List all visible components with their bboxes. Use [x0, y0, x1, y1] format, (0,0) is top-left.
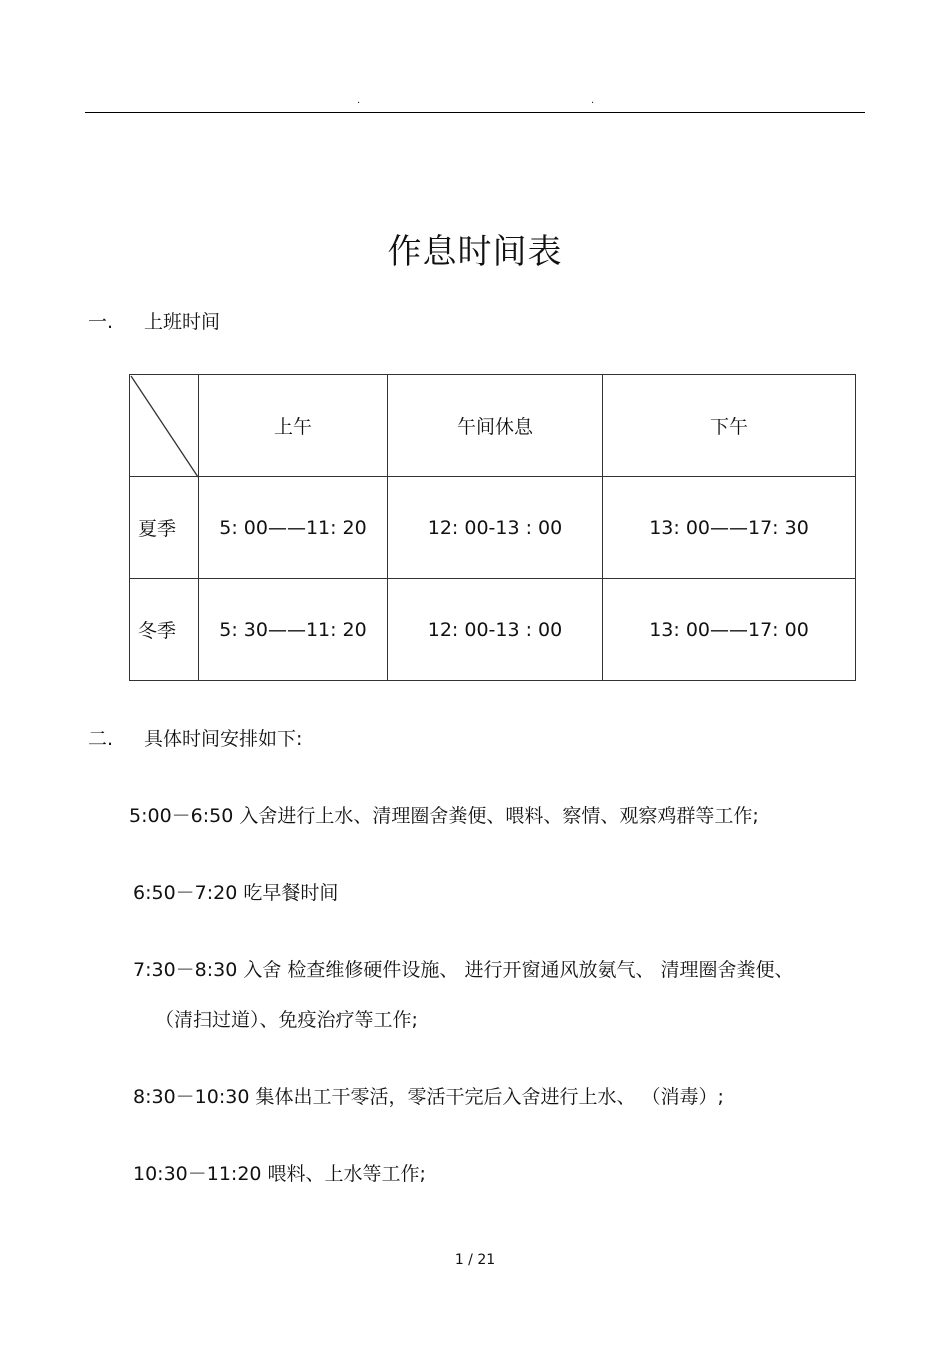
section-1-title: 上班时间 — [144, 311, 221, 333]
table-cell: 12: 00-13 : 00 — [388, 579, 603, 681]
page-number: 1 / 21 — [454, 1252, 496, 1268]
diagonal-corner-cell — [130, 375, 199, 477]
schedule-line-continuation: （清扫过道）、免疫治疗等工作; — [155, 1009, 418, 1031]
table-cell: 13: 00——17: 00 — [603, 579, 856, 681]
table-cell: 5: 00——11: 20 — [199, 477, 388, 579]
table-cell: 13: 00——17: 30 — [603, 477, 856, 579]
table-cell: 12: 00-13 : 00 — [388, 477, 603, 579]
section-2-number: 二. — [88, 728, 114, 750]
table-row — [130, 477, 856, 579]
header-afternoon: 下午 — [603, 375, 856, 477]
page-title: 作息时间表 — [387, 232, 563, 272]
schedule-line: 8:30－10:30 集体出工干零活，零活干完后入舍进行上水、 （消毒）; — [133, 1086, 724, 1108]
season-label: 夏季 — [130, 477, 199, 579]
table-row — [130, 579, 856, 681]
work-hours-table — [129, 374, 856, 681]
schedule-line: 7:30－8:30 入舍 检查维修硬件设施、 进行开窗通风放氨气、 清理圈舍粪便、 — [133, 959, 794, 981]
header-noon-break: 午间休息 — [388, 375, 603, 477]
table-cell: 5: 30——11: 20 — [199, 579, 388, 681]
header-dot-left: . — [357, 95, 361, 106]
diagonal-line — [130, 375, 199, 478]
schedule-line: 5:00－6:50 入舍进行上水、清理圈舍粪便、喂料、察情、观察鸡群等工作; — [129, 805, 759, 827]
header-morning: 上午 — [199, 375, 388, 477]
section-1-number: 一. — [88, 311, 114, 333]
section-2-title: 具体时间安排如下: — [144, 728, 303, 750]
header-rule — [85, 112, 865, 113]
table-header-row — [130, 375, 856, 477]
header-dot-right: . — [591, 95, 595, 106]
schedule-line: 6:50－7:20 吃早餐时间 — [133, 882, 339, 904]
season-label: 冬季 — [130, 579, 199, 681]
schedule-line: 10:30－11:20 喂料、上水等工作; — [133, 1163, 426, 1185]
